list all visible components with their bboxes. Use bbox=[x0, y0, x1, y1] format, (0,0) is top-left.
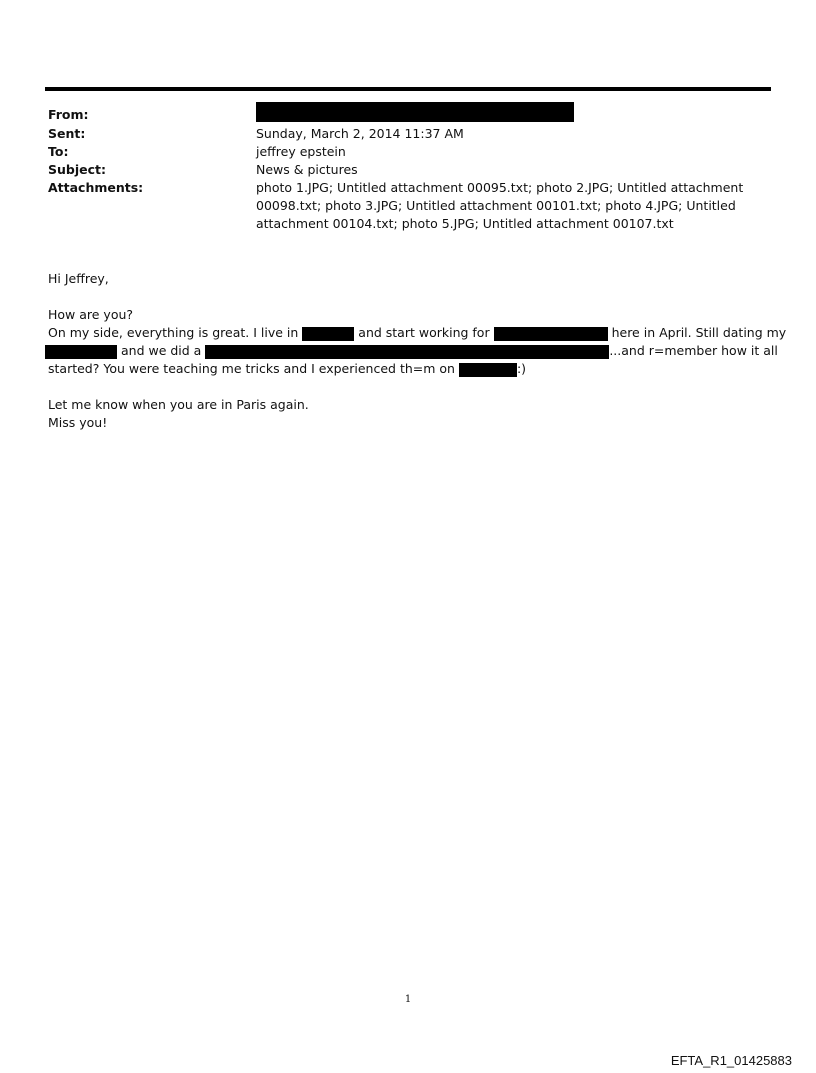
body-line-3 bbox=[45, 342, 778, 360]
body-line-3-part-a: and we did a bbox=[120, 343, 202, 358]
body-line-1: How are you? bbox=[48, 307, 134, 322]
page-number: 1 bbox=[404, 994, 412, 1005]
attachments-line-1: photo 1.JPG; Untitled attachment 00095.txt; photo 2.JPG; Untitled attachment bbox=[256, 180, 744, 195]
body-line-2-part-c: here in April. Still dating my bbox=[611, 325, 787, 340]
body-line-6: Miss you! bbox=[48, 415, 108, 430]
to-value: jeffrey epstein bbox=[256, 144, 346, 159]
body-line-4-part-b: :) bbox=[516, 361, 527, 376]
subject-value: News & pictures bbox=[256, 162, 358, 177]
from-value-redacted bbox=[256, 106, 746, 126]
body-line-3-part-b: ...and r=member how it all bbox=[609, 343, 778, 358]
attachments-line-2: 00098.txt; photo 3.JPG; Untitled attachment 00101.txt; photo 4.JPG; Untitled bbox=[256, 198, 736, 213]
redaction-block bbox=[302, 327, 354, 341]
sent-value: Sunday, March 2, 2014 11:37 AM bbox=[256, 126, 464, 141]
header-rule bbox=[45, 87, 771, 91]
attachments-line-3: attachment 00104.txt; photo 5.JPG; Untitled attachment 00107.txt bbox=[256, 216, 674, 231]
redaction-block bbox=[205, 345, 609, 359]
from-label: From: bbox=[48, 107, 89, 122]
attachments-label: Attachments: bbox=[48, 180, 144, 195]
body-line-2-part-b: and start working for bbox=[358, 325, 490, 340]
redaction-block bbox=[494, 327, 608, 341]
greeting: Hi Jeffrey, bbox=[48, 271, 109, 286]
redaction-block bbox=[256, 102, 574, 122]
subject-label: Subject: bbox=[48, 162, 106, 177]
body-line-4-part-a: started? You were teaching me tricks and I experienced th=m on bbox=[48, 361, 455, 376]
body-line-4 bbox=[48, 360, 526, 378]
redaction-block bbox=[45, 345, 117, 359]
body-line-2 bbox=[48, 324, 786, 342]
bates-number: EFTA_R1_01425883 bbox=[670, 1053, 792, 1068]
body-line-5: Let me know when you are in Paris again. bbox=[48, 397, 309, 412]
redaction-block bbox=[459, 363, 517, 377]
body-line-2-part-a: On my side, everything is great. I live in bbox=[48, 325, 299, 340]
to-label: To: bbox=[48, 144, 69, 159]
sent-label: Sent: bbox=[48, 126, 86, 141]
